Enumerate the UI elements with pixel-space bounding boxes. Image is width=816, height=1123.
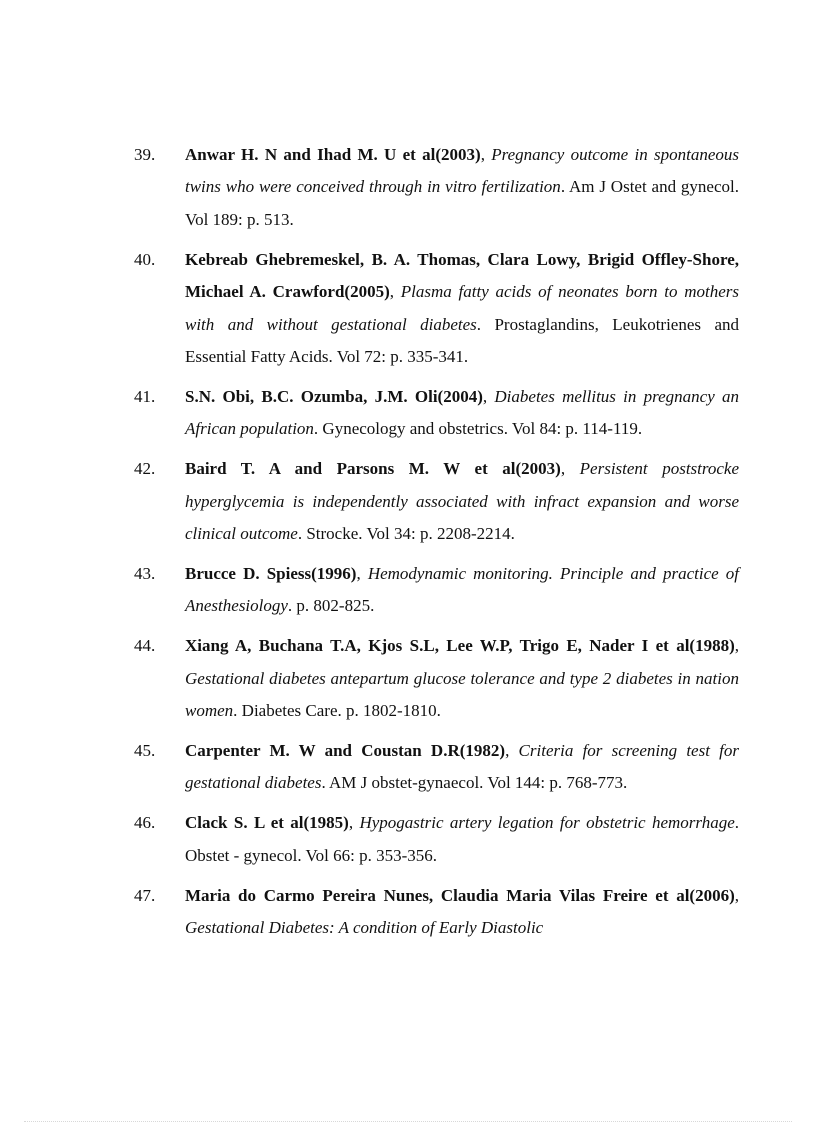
reference-title: Gestational Diabetes: A condition of Early Diastolic — [185, 917, 544, 937]
reference-separator: , — [560, 459, 580, 479]
reference-number: 45. — [134, 740, 156, 760]
reference-item — [134, 244, 739, 374]
reference-title: Persistent poststrocke hyperglycemia is independently associated with infract expansion and worse clinical outcome — [185, 459, 739, 543]
reference-separator: , — [348, 813, 360, 833]
reference-number: 47. — [134, 885, 156, 905]
reference-title: Pregnancy outcome in spontaneous twins who were conceived through in vitro fertilization — [185, 145, 739, 197]
reference-number: 43. — [134, 563, 156, 583]
reference-title: Diabetes mellitus in pregnancy an African population — [185, 386, 740, 439]
reference-separator: , — [356, 563, 368, 583]
reference-item — [134, 735, 739, 800]
reference-item — [134, 630, 739, 727]
reference-authors: Kebreab Ghebremeskel, B. A. Thomas, Clara Lowy, Brigid Offley-Shore, Michael A. Crawford(2005) — [185, 249, 739, 302]
reference-separator: , — [734, 885, 739, 905]
reference-source: . Strocke. Vol 34: p. 2208-2214. — [297, 523, 515, 543]
reference-source: . Obstet - gynecol. Vol 66: p. 353-356. — [185, 813, 739, 865]
reference-title: Hypogastric artery legation for obstetric hemorrhage — [359, 813, 735, 833]
reference-item — [134, 880, 739, 945]
reference-separator: , — [480, 145, 492, 164]
reference-authors: Maria do Carmo Pereira Nunes, Claudia Maria Vilas Freire et al(2006) — [185, 885, 735, 905]
reference-item — [134, 558, 739, 623]
reference-number: 40. — [134, 249, 156, 269]
reference-source: . Diabetes Care. p. 1802-1810. — [233, 701, 441, 720]
reference-item — [134, 139, 739, 236]
reference-separator: , — [482, 386, 495, 406]
reference-number: 46. — [134, 813, 156, 833]
reference-list — [134, 139, 739, 952]
reference-separator: , — [389, 282, 401, 302]
reference-number: 39. — [134, 145, 156, 164]
reference-item — [134, 453, 739, 550]
reference-separator: , — [505, 740, 519, 760]
page-bottom-border — [24, 1121, 792, 1122]
reference-source: . p. 802-825. — [287, 596, 375, 616]
reference-title: Gestational diabetes antepartum glucose tolerance and type 2 diabetes in nation women — [185, 668, 739, 720]
reference-title: Criteria for screening test for gestational diabetes — [185, 740, 740, 793]
reference-number: 42. — [134, 459, 156, 479]
reference-item — [134, 381, 739, 446]
reference-authors: Brucce D. Spiess(1996) — [185, 563, 357, 583]
reference-title: Plasma fatty acids of neonates born to mothers with and without gestational diabetes — [185, 282, 739, 334]
reference-source: . Gynecology and obstetrics. Vol 84: p. 114-119. — [313, 419, 643, 439]
reference-item — [134, 807, 739, 872]
reference-separator: , — [734, 636, 739, 656]
reference-source: . Prostaglandins, Leukotrienes and Essential Fatty Acids. Vol 72: p. 335-341. — [185, 314, 740, 366]
reference-source: . AM J obstet-gynaecol. Vol 144: p. 768-773. — [321, 773, 628, 793]
reference-authors: Anwar H. N and Ihad M. U et al(2003) — [185, 145, 481, 164]
reference-source: . Am J Ostet and gynecol. Vol 189: p. 513. — [185, 177, 739, 229]
reference-authors: Baird T. A and Parsons M. W et al(2003) — [185, 459, 561, 479]
reference-authors: S.N. Obi, B.C. Ozumba, J.M. Oli(2004) — [185, 386, 483, 406]
reference-title: Hemodynamic monitoring. Principle and practice of Anesthesiology — [185, 563, 740, 616]
reference-authors: Clack S. L et al(1985) — [185, 813, 349, 833]
reference-authors: Carpenter M. W and Coustan D.R(1982) — [185, 740, 506, 760]
reference-number: 41. — [134, 386, 156, 406]
reference-authors: Xiang A, Buchana T.A, Kjos S.L, Lee W.P, Trigo E, Nader I et al(1988) — [185, 636, 735, 656]
reference-number: 44. — [134, 636, 156, 656]
